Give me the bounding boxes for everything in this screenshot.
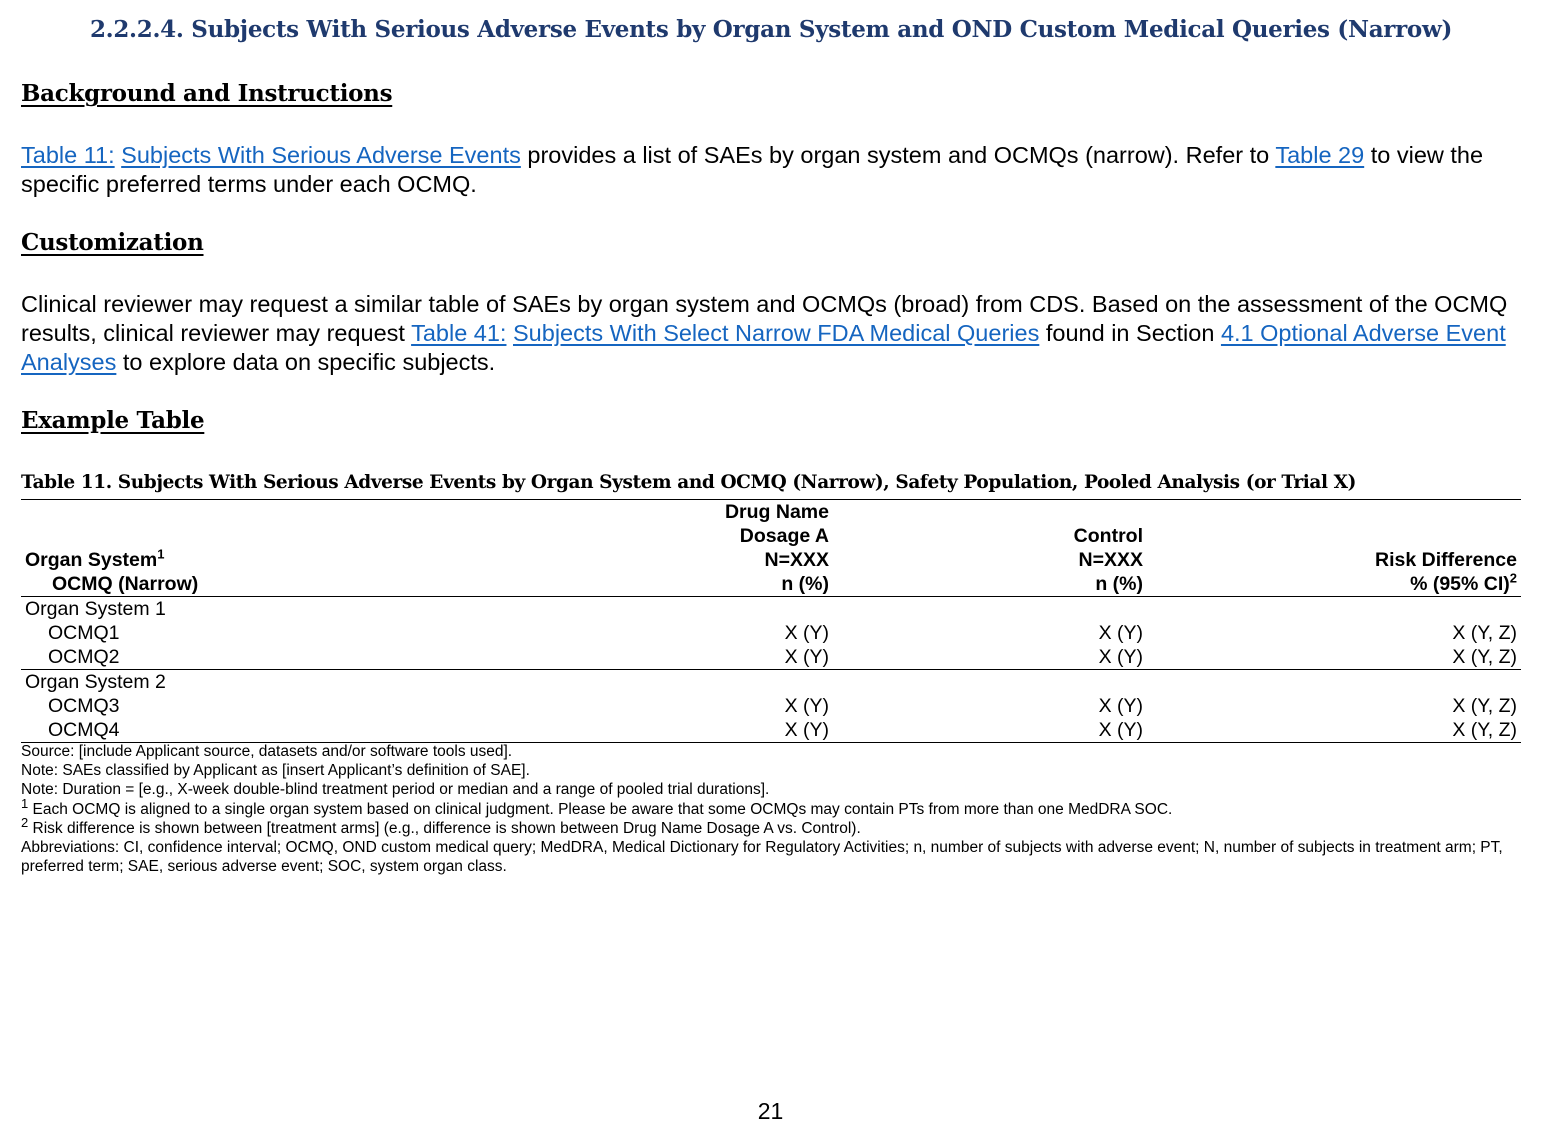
table-notes	[21, 742, 1521, 876]
table-header-row	[21, 500, 1521, 597]
table-row-group	[21, 670, 1521, 695]
group-label: Organ System 2	[25, 671, 166, 693]
example-table	[21, 499, 1521, 743]
example-table-heading: Example Table	[21, 407, 205, 434]
row-drug-value: X (Y)	[784, 622, 829, 644]
table-row	[21, 694, 1521, 718]
table-41-link-title[interactable]: Subjects With Select Narrow FDA Medical Queries	[513, 320, 1040, 346]
table-row	[21, 645, 1521, 670]
row-drug-value: X (Y)	[519, 718, 833, 743]
note-source: Source: [include Applicant source, datasets and/or software tools used].	[21, 743, 513, 760]
background-paragraph	[21, 141, 1521, 199]
header-organ-system: Organ System$^1$ OCMQ (Narrow)	[21, 500, 519, 597]
row-risk-value: X (Y, Z)	[1452, 695, 1517, 717]
note-sae: Note: SAEs classified by Applicant as [insert Applicant’s definition of SAE].	[21, 762, 530, 780]
footnote-1: $^1$ Each OCMQ is aligned to a single organ system based on clinical judgment. Please be aware that some OCMQs may contain PTs from more than one MedDRA SOC.	[21, 795, 1173, 818]
row-risk-value: X (Y, Z)	[1147, 718, 1521, 743]
row-drug-value: X (Y)	[784, 695, 829, 717]
row-control-value: X (Y)	[833, 718, 1147, 743]
row-term: OCMQ3	[48, 695, 120, 717]
background-text-1: provides a list of SAEs by organ system and OCMQs (narrow). Refer to	[520, 142, 1276, 168]
row-term: OCMQ2	[21, 645, 519, 670]
group-label: Organ System 1	[25, 598, 166, 620]
row-control-value: X (Y)	[1098, 695, 1143, 717]
table-41-link-number[interactable]: Table 41:	[411, 320, 507, 346]
table-11-link-title[interactable]: Subjects With Serious Adverse Events	[121, 142, 521, 168]
footnote-2: $^2$ Risk difference is shown between [treatment arms] (e.g., difference is shown between Drug Name Dosage A vs. Control).	[21, 814, 861, 837]
row-term: OCMQ1	[48, 622, 120, 644]
header-drug: Drug Name Dosage A N=XXX n (%)	[724, 501, 829, 595]
background-heading: Background and Instructions	[21, 80, 393, 107]
table-row	[21, 621, 1521, 645]
table-11-link-number[interactable]: Table 11:	[21, 142, 115, 168]
row-control-value: X (Y)	[833, 645, 1147, 670]
section-4-1-link[interactable]: 4.1 Optional Adverse Event Analyses	[21, 320, 1506, 375]
page-number: 21	[757, 1098, 784, 1124]
customization-text-1: Clinical reviewer may request a similar table of SAEs by organ system and OCMQs (broad) from CDS. Based on the assessment of the OCMQ results, clinical reviewer may request	[21, 291, 1508, 346]
header-risk-difference: Risk Difference % (95% CI)$^2$	[1375, 549, 1517, 595]
note-duration: Note: Duration = [e.g., X-week double-blind treatment period or median and a range of pooled trial durations].	[21, 781, 770, 799]
note-abbreviations: Abbreviations: CI, confidence interval; OCMQ, OND custom medical query; MedDRA, Medical Dictionary for Regulatory Activities; n, number of subjects with adverse event; N, number of subjects in treatment arm; PT, preferred term; SAE, serious adverse event; SOC, system organ class.	[21, 839, 1503, 876]
customization-text-2: found in Section	[1039, 320, 1221, 346]
row-risk-value: X (Y, Z)	[1147, 645, 1521, 670]
row-drug-value: X (Y)	[519, 645, 833, 670]
row-term: OCMQ4	[21, 718, 519, 743]
table-caption: Table 11. Subjects With Serious Adverse Events by Organ System and OCMQ (Narrow), Safety Population, Pooled Analysis (or Trial X)	[21, 472, 1356, 493]
section-title: 2.2.2.4. Subjects With Serious Adverse Events by Organ System and OND Custom Medical Queries (Narrow)	[89, 16, 1453, 43]
row-risk-value: X (Y, Z)	[1452, 622, 1517, 644]
header-control: Control N=XXX n (%)	[1073, 525, 1143, 595]
customization-paragraph	[21, 290, 1521, 377]
customization-heading: Customization	[21, 229, 204, 256]
table-row-group	[21, 597, 1521, 622]
customization-text-3: to explore data on specific subjects.	[116, 349, 496, 375]
header-ocmq: OCMQ (Narrow)	[52, 573, 199, 595]
table-29-link[interactable]: Table 29	[1275, 142, 1365, 168]
background-text-2: to view the specific preferred terms under each OCMQ.	[21, 142, 1484, 197]
table-row	[21, 718, 1521, 743]
row-control-value: X (Y)	[1098, 622, 1143, 644]
